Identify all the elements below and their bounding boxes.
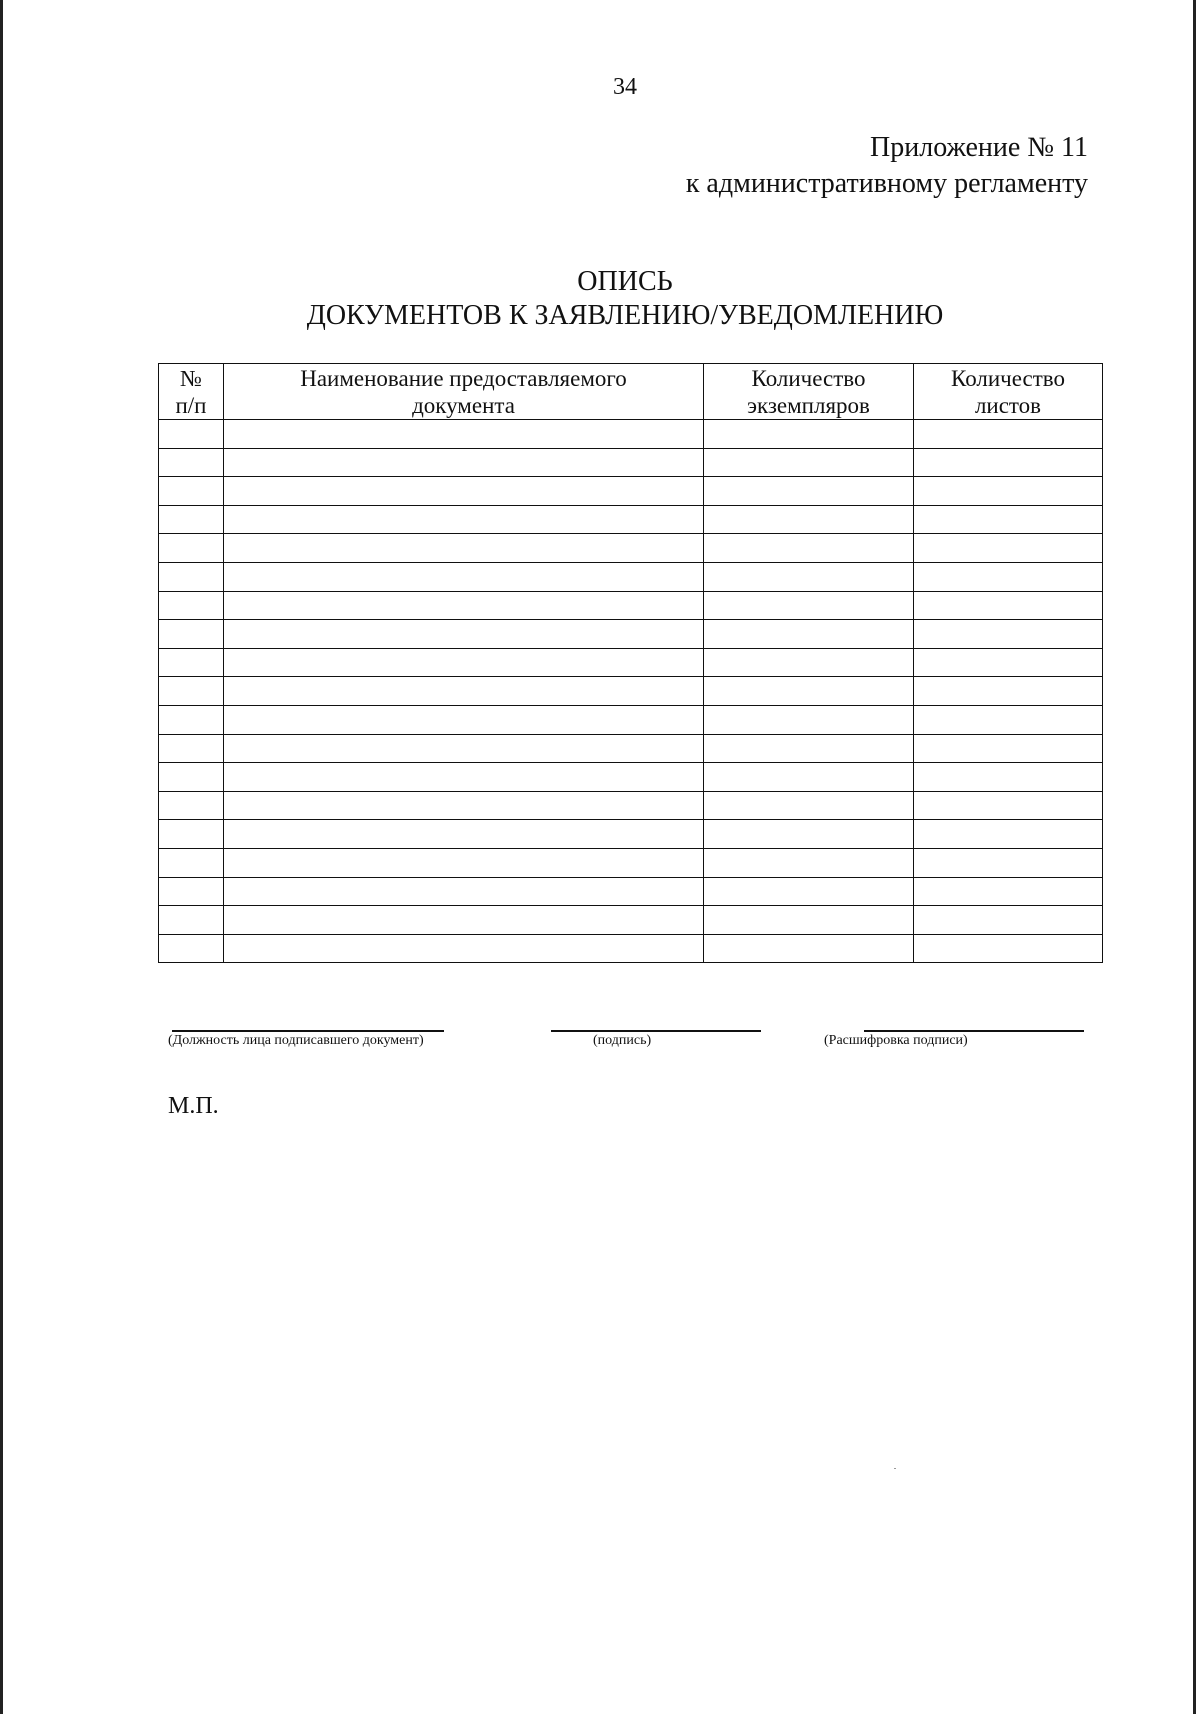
cell-number — [159, 906, 224, 935]
cell-document-name — [224, 820, 704, 849]
cell-number — [159, 934, 224, 963]
header-number-line-1: № — [180, 365, 202, 391]
cell-number — [159, 791, 224, 820]
page-number: 34 — [613, 74, 637, 100]
cell-copies-count — [704, 562, 914, 591]
cell-number — [159, 420, 224, 449]
cell-copies-count — [704, 734, 914, 763]
cell-document-name — [224, 906, 704, 935]
cell-document-name — [224, 877, 704, 906]
cell-copies-count — [704, 505, 914, 534]
stamp-place: М.П. — [168, 1093, 219, 1119]
cell-sheets-count — [914, 420, 1103, 449]
cell-sheets-count — [914, 705, 1103, 734]
header-copies-count-line-2: экземпляров — [747, 392, 870, 418]
cell-number — [159, 648, 224, 677]
header-document-name-line-2: документа — [412, 392, 515, 418]
table-row — [159, 591, 1103, 620]
cell-sheets-count — [914, 620, 1103, 649]
scan-edge-right — [1193, 0, 1196, 1714]
document-title-line-2: ДОКУМЕНТОВ К ЗАЯВЛЕНИЮ/УВЕДОМЛЕНИЮ — [306, 300, 944, 331]
cell-number — [159, 877, 224, 906]
cell-sheets-count — [914, 848, 1103, 877]
cell-copies-count — [704, 420, 914, 449]
cell-number — [159, 734, 224, 763]
cell-copies-count — [704, 906, 914, 935]
header-sheets-count-line-1: Количество — [951, 365, 1065, 391]
header-document-name-line-1: Наименование предоставляемого — [300, 365, 627, 391]
signature-caption: (подпись) — [593, 1033, 652, 1048]
cell-sheets-count — [914, 477, 1103, 506]
table-row — [159, 562, 1103, 591]
cell-document-name — [224, 734, 704, 763]
cell-number — [159, 848, 224, 877]
cell-sheets-count — [914, 648, 1103, 677]
table-row — [159, 848, 1103, 877]
cell-document-name — [224, 620, 704, 649]
position-caption: (Должность лица подписавшего документ) — [168, 1033, 424, 1048]
cell-copies-count — [704, 791, 914, 820]
cell-document-name — [224, 848, 704, 877]
cell-sheets-count — [914, 677, 1103, 706]
header-number-line-2: п/п — [175, 392, 207, 418]
table-row — [159, 763, 1103, 792]
cell-number — [159, 705, 224, 734]
scan-edge-left — [0, 0, 3, 1714]
document-title — [0, 265, 1200, 333]
cell-copies-count — [704, 591, 914, 620]
cell-copies-count — [704, 763, 914, 792]
table-row — [159, 477, 1103, 506]
cell-document-name — [224, 562, 704, 591]
cell-copies-count — [704, 877, 914, 906]
table-row — [159, 934, 1103, 963]
appendix-reference — [686, 130, 1088, 202]
cell-number — [159, 763, 224, 792]
cell-document-name — [224, 648, 704, 677]
signature-decoding-line — [864, 1030, 1084, 1032]
cell-sheets-count — [914, 448, 1103, 477]
cell-number — [159, 505, 224, 534]
cell-document-name — [224, 420, 704, 449]
cell-sheets-count — [914, 763, 1103, 792]
table-header-row — [159, 364, 1103, 420]
cell-document-name — [224, 763, 704, 792]
cell-number — [159, 591, 224, 620]
cell-copies-count — [704, 648, 914, 677]
cell-copies-count — [704, 534, 914, 563]
table-row — [159, 820, 1103, 849]
cell-sheets-count — [914, 820, 1103, 849]
header-copies-count — [704, 364, 914, 420]
header-sheets-count-line-2: листов — [974, 392, 1042, 418]
table-row — [159, 648, 1103, 677]
header-document-name — [224, 364, 704, 420]
cell-copies-count — [704, 934, 914, 963]
appendix-line-1: Приложение № 11 — [870, 132, 1088, 163]
table-row — [159, 448, 1103, 477]
appendix-line-2: к административному регламенту — [685, 168, 1088, 199]
table-row — [159, 534, 1103, 563]
cell-copies-count — [704, 705, 914, 734]
cell-copies-count — [704, 477, 914, 506]
cell-sheets-count — [914, 534, 1103, 563]
cell-sheets-count — [914, 934, 1103, 963]
cell-document-name — [224, 534, 704, 563]
cell-number — [159, 448, 224, 477]
cell-sheets-count — [914, 562, 1103, 591]
table-body — [159, 420, 1103, 963]
cell-number — [159, 677, 224, 706]
cell-document-name — [224, 791, 704, 820]
cell-sheets-count — [914, 591, 1103, 620]
cell-number — [159, 562, 224, 591]
cell-copies-count — [704, 620, 914, 649]
table-row — [159, 906, 1103, 935]
cell-number — [159, 534, 224, 563]
header-copies-count-line-1: Количество — [751, 365, 866, 391]
cell-number — [159, 820, 224, 849]
scan-speck — [894, 1468, 896, 1469]
cell-number — [159, 620, 224, 649]
signature-line — [551, 1030, 761, 1032]
header-number — [159, 364, 224, 420]
cell-sheets-count — [914, 877, 1103, 906]
cell-copies-count — [704, 848, 914, 877]
cell-number — [159, 477, 224, 506]
cell-sheets-count — [914, 791, 1103, 820]
table-row — [159, 734, 1103, 763]
table-row — [159, 705, 1103, 734]
table-row — [159, 677, 1103, 706]
cell-sheets-count — [914, 734, 1103, 763]
cell-sheets-count — [914, 505, 1103, 534]
table-row — [159, 620, 1103, 649]
cell-document-name — [224, 591, 704, 620]
table-row — [159, 877, 1103, 906]
signature-decoding-caption: (Расшифровка подписи) — [824, 1033, 968, 1048]
cell-document-name — [224, 677, 704, 706]
table-row — [159, 420, 1103, 449]
cell-document-name — [224, 448, 704, 477]
cell-sheets-count — [914, 906, 1103, 935]
table-row — [159, 505, 1103, 534]
cell-document-name — [224, 505, 704, 534]
cell-document-name — [224, 477, 704, 506]
table-row — [159, 791, 1103, 820]
cell-document-name — [224, 705, 704, 734]
cell-document-name — [224, 934, 704, 963]
position-signature-line — [172, 1030, 444, 1032]
documents-inventory-table — [158, 363, 1103, 963]
cell-copies-count — [704, 448, 914, 477]
cell-copies-count — [704, 677, 914, 706]
cell-copies-count — [704, 820, 914, 849]
document-title-line-1: ОПИСЬ — [577, 266, 673, 297]
header-sheets-count — [914, 364, 1103, 420]
